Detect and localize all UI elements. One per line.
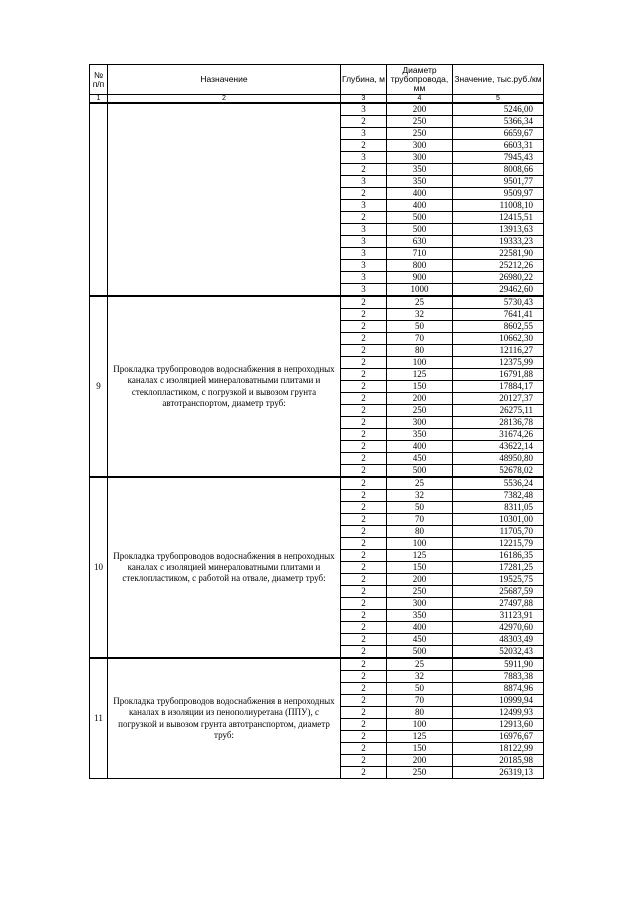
cell-depth: 3 xyxy=(341,176,387,188)
header-depth: Глубина, м xyxy=(341,65,387,95)
cell-depth: 2 xyxy=(341,646,387,659)
cell-value: 13913,63 xyxy=(453,224,544,236)
cell-value: 52678,02 xyxy=(453,465,544,478)
item-purpose xyxy=(108,103,341,296)
cell-value: 5536,24 xyxy=(453,477,544,490)
cell-value: 12415,51 xyxy=(453,212,544,224)
cell-diameter: 250 xyxy=(387,405,453,417)
item-purpose: Прокладка трубопроводов водоснабжения в непроходных каналах с изоляцией минераловатными плитами и стеклопластиком, с погрузкой и вывозом грунта автотранспортом, диаметр труб: xyxy=(108,296,341,477)
cell-diameter: 400 xyxy=(387,441,453,453)
header-diameter: Диаметр трубопровода, мм xyxy=(387,65,453,95)
cell-depth: 2 xyxy=(341,333,387,345)
cell-value: 52032,43 xyxy=(453,646,544,659)
table-row xyxy=(90,296,544,309)
cell-value: 8008,66 xyxy=(453,164,544,176)
header-row xyxy=(90,65,544,95)
cell-diameter: 80 xyxy=(387,707,453,719)
cell-value: 5730,43 xyxy=(453,296,544,309)
cell-depth: 2 xyxy=(341,502,387,514)
item-number: 9 xyxy=(90,296,108,477)
cell-diameter: 70 xyxy=(387,333,453,345)
cell-value: 28136,78 xyxy=(453,417,544,429)
cell-diameter: 450 xyxy=(387,453,453,465)
cell-value: 43622,14 xyxy=(453,441,544,453)
cell-value: 12215,79 xyxy=(453,538,544,550)
cell-depth: 2 xyxy=(341,574,387,586)
cell-diameter: 500 xyxy=(387,465,453,478)
cell-diameter: 25 xyxy=(387,296,453,309)
cell-diameter: 250 xyxy=(387,586,453,598)
table-row xyxy=(90,477,544,490)
cell-value: 10301,00 xyxy=(453,514,544,526)
cell-depth: 2 xyxy=(341,658,387,671)
cell-value: 25687,59 xyxy=(453,586,544,598)
cell-depth: 2 xyxy=(341,538,387,550)
item-number: 11 xyxy=(90,658,108,779)
cell-value: 8311,05 xyxy=(453,502,544,514)
cell-diameter: 300 xyxy=(387,598,453,610)
cell-depth: 2 xyxy=(341,393,387,405)
cell-diameter: 50 xyxy=(387,683,453,695)
cell-diameter: 125 xyxy=(387,550,453,562)
cell-diameter: 250 xyxy=(387,767,453,779)
cell-depth: 2 xyxy=(341,767,387,779)
cell-diameter: 80 xyxy=(387,345,453,357)
cell-depth: 2 xyxy=(341,212,387,224)
cell-diameter: 500 xyxy=(387,224,453,236)
cell-diameter: 32 xyxy=(387,490,453,502)
cell-value: 12499,93 xyxy=(453,707,544,719)
cell-depth: 2 xyxy=(341,550,387,562)
cell-diameter: 80 xyxy=(387,526,453,538)
header-purpose: Назначение xyxy=(108,65,341,95)
cell-value: 19333,23 xyxy=(453,236,544,248)
cell-diameter: 32 xyxy=(387,671,453,683)
cell-depth: 3 xyxy=(341,200,387,212)
cell-value: 22581,90 xyxy=(453,248,544,260)
cell-value: 12913,60 xyxy=(453,719,544,731)
cell-depth: 2 xyxy=(341,441,387,453)
cell-diameter: 400 xyxy=(387,200,453,212)
cell-diameter: 200 xyxy=(387,103,453,116)
cell-diameter: 25 xyxy=(387,477,453,490)
cell-depth: 2 xyxy=(341,296,387,309)
column-number: 4 xyxy=(387,95,453,104)
cell-diameter: 100 xyxy=(387,538,453,550)
item-purpose: Прокладка трубопроводов водоснабжения в непроходных каналах с изоляцией минераловатными плитами и стеклопластиком, с работой на отвале, диаметр труб: xyxy=(108,477,341,658)
cell-diameter: 350 xyxy=(387,429,453,441)
cell-value: 26980,22 xyxy=(453,272,544,284)
cell-value: 8602,55 xyxy=(453,321,544,333)
cell-diameter: 100 xyxy=(387,357,453,369)
cell-diameter: 900 xyxy=(387,272,453,284)
cell-value: 17281,25 xyxy=(453,562,544,574)
cell-value: 5366,34 xyxy=(453,116,544,128)
cell-depth: 3 xyxy=(341,224,387,236)
cell-depth: 2 xyxy=(341,429,387,441)
cell-diameter: 350 xyxy=(387,610,453,622)
cell-depth: 3 xyxy=(341,284,387,297)
cell-diameter: 1000 xyxy=(387,284,453,297)
column-number: 1 xyxy=(90,95,108,104)
cell-value: 11705,70 xyxy=(453,526,544,538)
cell-diameter: 200 xyxy=(387,755,453,767)
cell-diameter: 70 xyxy=(387,695,453,707)
cell-depth: 2 xyxy=(341,671,387,683)
cell-value: 7641,41 xyxy=(453,309,544,321)
header-num: № п/п xyxy=(90,65,108,95)
cell-diameter: 800 xyxy=(387,260,453,272)
cell-value: 25212,26 xyxy=(453,260,544,272)
cell-diameter: 70 xyxy=(387,514,453,526)
cell-depth: 2 xyxy=(341,755,387,767)
cell-depth: 2 xyxy=(341,695,387,707)
cell-value: 20185,98 xyxy=(453,755,544,767)
cell-diameter: 400 xyxy=(387,622,453,634)
cell-depth: 2 xyxy=(341,369,387,381)
cell-diameter: 32 xyxy=(387,309,453,321)
cell-value: 7945,43 xyxy=(453,152,544,164)
cell-diameter: 125 xyxy=(387,731,453,743)
item-number: 10 xyxy=(90,477,108,658)
cell-depth: 2 xyxy=(341,731,387,743)
cell-value: 9501,77 xyxy=(453,176,544,188)
cell-depth: 2 xyxy=(341,598,387,610)
cell-value: 16791,88 xyxy=(453,369,544,381)
cell-depth: 2 xyxy=(341,477,387,490)
column-number: 2 xyxy=(108,95,341,104)
cell-value: 10662,30 xyxy=(453,333,544,345)
cell-depth: 2 xyxy=(341,562,387,574)
cell-depth: 2 xyxy=(341,321,387,333)
cell-value: 16186,35 xyxy=(453,550,544,562)
cell-depth: 2 xyxy=(341,188,387,200)
item-number xyxy=(90,103,108,296)
cell-depth: 2 xyxy=(341,622,387,634)
cell-depth: 2 xyxy=(341,526,387,538)
cell-depth: 2 xyxy=(341,140,387,152)
cell-depth: 2 xyxy=(341,683,387,695)
cell-depth: 2 xyxy=(341,345,387,357)
cell-diameter: 500 xyxy=(387,646,453,659)
cell-diameter: 200 xyxy=(387,574,453,586)
cell-diameter: 150 xyxy=(387,381,453,393)
cell-diameter: 125 xyxy=(387,369,453,381)
cell-value: 31674,26 xyxy=(453,429,544,441)
cell-value: 6659,67 xyxy=(453,128,544,140)
cell-depth: 2 xyxy=(341,719,387,731)
price-table xyxy=(89,64,544,779)
cell-depth: 3 xyxy=(341,152,387,164)
table-body xyxy=(90,103,544,779)
cell-depth: 2 xyxy=(341,707,387,719)
cell-value: 16976,67 xyxy=(453,731,544,743)
cell-value: 9509,97 xyxy=(453,188,544,200)
table-row xyxy=(90,658,544,671)
cell-value: 5246,00 xyxy=(453,103,544,116)
cell-value: 5911,90 xyxy=(453,658,544,671)
cell-depth: 3 xyxy=(341,128,387,140)
cell-diameter: 150 xyxy=(387,562,453,574)
cell-diameter: 100 xyxy=(387,719,453,731)
cell-value: 20127,37 xyxy=(453,393,544,405)
cell-diameter: 25 xyxy=(387,658,453,671)
column-number-row xyxy=(90,95,544,104)
cell-depth: 2 xyxy=(341,465,387,478)
cell-depth: 3 xyxy=(341,272,387,284)
cell-depth: 3 xyxy=(341,248,387,260)
cell-value: 19525,75 xyxy=(453,574,544,586)
cell-value: 27497,88 xyxy=(453,598,544,610)
cell-diameter: 250 xyxy=(387,128,453,140)
cell-diameter: 300 xyxy=(387,417,453,429)
cell-value: 10999,94 xyxy=(453,695,544,707)
cell-value: 12375,99 xyxy=(453,357,544,369)
cell-depth: 2 xyxy=(341,405,387,417)
cell-depth: 2 xyxy=(341,116,387,128)
cell-diameter: 630 xyxy=(387,236,453,248)
cell-diameter: 400 xyxy=(387,188,453,200)
cell-diameter: 450 xyxy=(387,634,453,646)
cell-depth: 2 xyxy=(341,634,387,646)
cell-depth: 2 xyxy=(341,309,387,321)
cell-depth: 2 xyxy=(341,417,387,429)
cell-depth: 2 xyxy=(341,610,387,622)
cell-value: 29462,60 xyxy=(453,284,544,297)
cell-depth: 2 xyxy=(341,586,387,598)
cell-diameter: 500 xyxy=(387,212,453,224)
cell-value: 6603,31 xyxy=(453,140,544,152)
cell-diameter: 50 xyxy=(387,502,453,514)
column-number: 5 xyxy=(453,95,544,104)
cell-value: 11008,10 xyxy=(453,200,544,212)
cell-value: 7883,38 xyxy=(453,671,544,683)
cell-depth: 3 xyxy=(341,260,387,272)
cell-value: 31123,91 xyxy=(453,610,544,622)
cell-value: 12116,27 xyxy=(453,345,544,357)
cell-depth: 2 xyxy=(341,357,387,369)
cell-depth: 2 xyxy=(341,453,387,465)
cell-diameter: 350 xyxy=(387,176,453,188)
cell-depth: 2 xyxy=(341,743,387,755)
table-row xyxy=(90,103,544,116)
cell-value: 48303,49 xyxy=(453,634,544,646)
cell-value: 7382,48 xyxy=(453,490,544,502)
cell-diameter: 200 xyxy=(387,393,453,405)
cell-value: 48950,80 xyxy=(453,453,544,465)
cell-value: 8874,96 xyxy=(453,683,544,695)
cell-diameter: 150 xyxy=(387,743,453,755)
cell-diameter: 710 xyxy=(387,248,453,260)
cell-diameter: 350 xyxy=(387,164,453,176)
cell-depth: 2 xyxy=(341,514,387,526)
header-value: Значение, тыс.руб./км xyxy=(453,65,544,95)
cell-value: 26275,11 xyxy=(453,405,544,417)
cell-value: 42970,60 xyxy=(453,622,544,634)
cell-diameter: 50 xyxy=(387,321,453,333)
cell-value: 26319,13 xyxy=(453,767,544,779)
cell-depth: 2 xyxy=(341,490,387,502)
cell-value: 18122,99 xyxy=(453,743,544,755)
cell-diameter: 300 xyxy=(387,152,453,164)
cell-depth: 3 xyxy=(341,236,387,248)
cell-depth: 2 xyxy=(341,164,387,176)
cell-diameter: 250 xyxy=(387,116,453,128)
item-purpose: Прокладка трубопроводов водоснабжения в непроходных каналах в изоляции из пенополиуретана (ППУ), с погрузкой и вывозом грунта автотранспортом, диаметр труб: xyxy=(108,658,341,779)
cell-diameter: 300 xyxy=(387,140,453,152)
cell-depth: 3 xyxy=(341,103,387,116)
cell-depth: 2 xyxy=(341,381,387,393)
cell-value: 17884,17 xyxy=(453,381,544,393)
column-number: 3 xyxy=(341,95,387,104)
